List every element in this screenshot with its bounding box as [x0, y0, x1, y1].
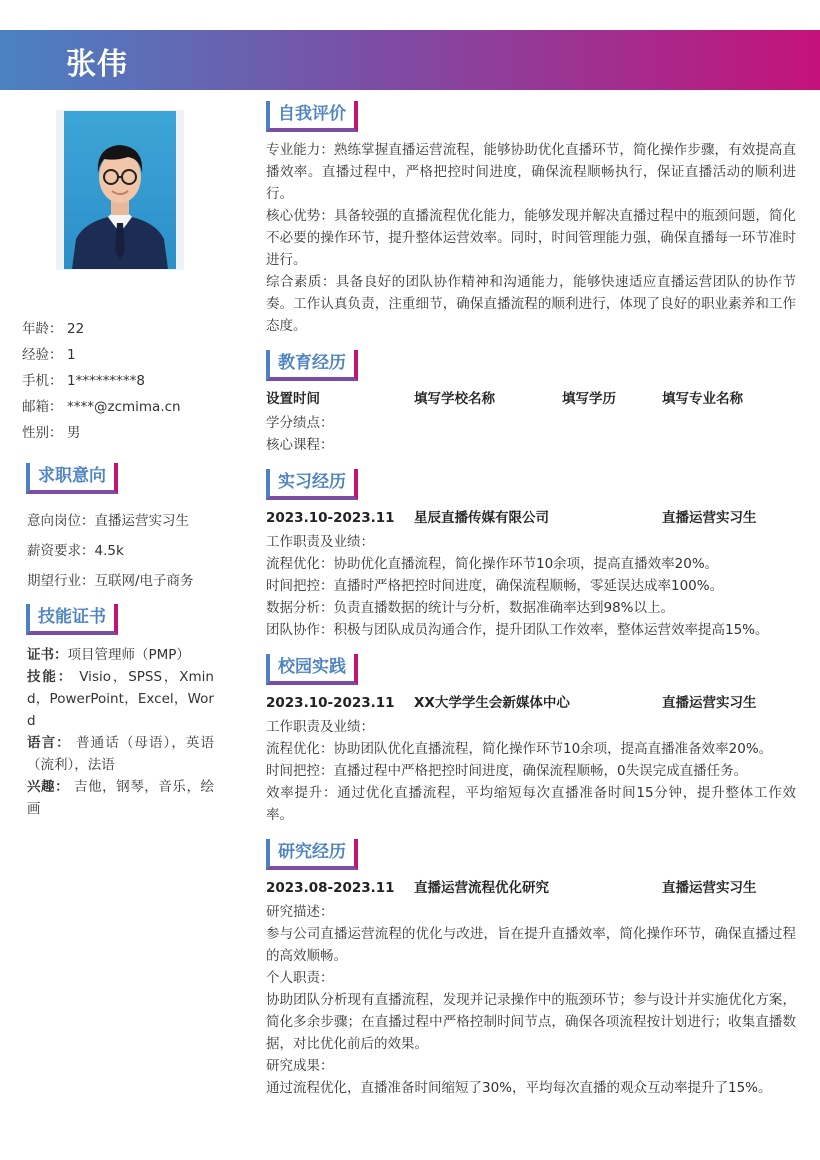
- research-desc: 参与公司直播运营流程的优化与改进，旨在提升直播效率，简化操作环节，确保直播过程的高效顺畅。: [266, 926, 796, 964]
- intent-position-label: 意向岗位：: [27, 513, 95, 529]
- internship-header-row: [266, 507, 796, 529]
- section-title-internship: 实习经历: [266, 469, 358, 500]
- internship-line: 时间把控：直播时严格把控时间进度，确保流程顺畅，零延误达成率100%。: [266, 578, 724, 594]
- skill-tools-label: 技能：: [27, 669, 74, 685]
- self-eval-professional: 专业能力：熟练掌握直播运营流程，能够协助优化直播环节，简化操作步骤，有效提高直播效率。直播过程中，严格把控时间进度，确保流程顺畅执行，保证直播活动的顺利进行。: [266, 142, 796, 202]
- research-result: 通过流程优化，直播准备时间缩短了30%，平均每次直播的观众互动率提升了15%。: [266, 1080, 772, 1096]
- skill-certificate-value: 项目管理师（PMP）: [67, 647, 190, 663]
- education-gpa: 学分绩点：: [266, 415, 334, 431]
- email-row: [22, 394, 181, 420]
- skill-language-value: 普通话（母语），英语（流利），法语: [27, 735, 215, 773]
- research-duty: 协助团队分析现有直播流程，发现并记录操作中的瓶颈环节；参与设计并实施优化方案，简化多余步骤；在直播过程中严格控制时间节点，确保各项流程按计划进行；收集直播数据，对比优化前后的效果。: [266, 992, 796, 1052]
- research-time: 2023.08-2023.11: [266, 880, 395, 896]
- gender-label: 性别：: [22, 425, 63, 441]
- phone-value: 1*********8: [67, 373, 145, 389]
- phone-row: [22, 368, 181, 394]
- campus-line: 工作职责及业绩：: [266, 719, 374, 735]
- intent-position: [27, 509, 189, 529]
- education-time: 设置时间: [266, 391, 320, 407]
- skill-item-certificate: [27, 644, 214, 666]
- gender-value: 男: [67, 425, 81, 441]
- email-label: 邮箱：: [22, 399, 63, 415]
- age-row: [22, 316, 181, 342]
- internship-line: 数据分析：负责直播数据的统计与分析，数据准确率达到98%以上。: [266, 600, 675, 616]
- research-role: 直播运营实习生: [662, 880, 757, 896]
- skill-interest-value: 吉他，钢琴，音乐，绘画: [27, 779, 215, 817]
- intent-salary-value: 4.5k: [94, 543, 124, 559]
- skill-language-label: 语言：: [27, 735, 71, 751]
- internship-time: 2023.10-2023.11: [266, 510, 395, 526]
- intent-industry-label: 期望行业：: [27, 573, 95, 589]
- skills-list: [27, 644, 214, 820]
- research-result-label: 研究成果：: [266, 1058, 334, 1074]
- experience-row: [22, 342, 181, 368]
- campus-header-row: [266, 692, 796, 714]
- section-title-job-intent: 求职意向: [26, 463, 118, 494]
- campus-role: 直播运营实习生: [662, 695, 757, 711]
- section-title-skills: 技能证书: [26, 604, 118, 635]
- section-title-research: 研究经历: [266, 839, 358, 870]
- internship-line: 工作职责及业绩：: [266, 534, 374, 550]
- intent-position-value: 直播运营实习生: [94, 513, 189, 529]
- candidate-name: 张伟: [66, 47, 128, 82]
- campus-line: 流程优化：协助团队优化直播流程，简化操作环节10余项，提高直播准备效率20%。: [266, 741, 773, 757]
- intent-salary-label: 薪资要求：: [27, 543, 95, 559]
- education-degree: 填写学历: [562, 391, 616, 407]
- research-header-row: [266, 877, 796, 899]
- research-desc-label: 研究描述：: [266, 904, 334, 920]
- campus-org: XX大学学生会新媒体中心: [414, 695, 570, 711]
- campus-time: 2023.10-2023.11: [266, 695, 395, 711]
- intent-salary: [27, 539, 124, 559]
- header-banner: [0, 30, 820, 90]
- self-eval-quality: 综合素质：具备良好的团队协作精神和沟通能力，能够快速适应直播运营团队的协作节奏。工作认真负责，注重细节，确保直播流程的顺利进行，体现了良好的职业素养和工作态度。: [266, 274, 796, 334]
- campus-efficiency: 效率提升：通过优化直播流程，平均缩短每次直播准备时间15分钟，提升整体工作效率。: [266, 785, 796, 823]
- education-header-row: [266, 388, 796, 410]
- profile-photo: [56, 110, 184, 270]
- internship-role: 直播运营实习生: [662, 510, 757, 526]
- age-label: 年龄：: [22, 321, 63, 337]
- basic-info: [22, 316, 181, 446]
- section-title-campus: 校园实践: [266, 654, 358, 685]
- experience-label: 经验：: [22, 347, 63, 363]
- skill-interest-label: 兴趣：: [27, 779, 70, 795]
- phone-label: 手机：: [22, 373, 63, 389]
- skill-item-tools: [27, 666, 214, 732]
- internship-line: 流程优化：协助优化直播流程，简化操作环节10余项，提高直播效率20%。: [266, 556, 719, 572]
- skill-tools-value: Visio，SPSS，Xmind，PowerPoint，Excel，Word: [27, 669, 214, 729]
- skill-item-interest: [27, 776, 214, 820]
- research-project: 直播运营流程优化研究: [414, 880, 549, 896]
- self-eval-strength: 核心优势：具备较强的直播流程优化能力，能够发现并解决直播过程中的瓶颈问题，简化不必要的操作环节，提升整体运营效率。同时，时间管理能力强，确保直播每一环节准时进行。: [266, 208, 796, 268]
- email-value: ****@zcmima.cn: [67, 399, 181, 415]
- portrait-image: [64, 111, 176, 269]
- gender-row: [22, 420, 181, 446]
- internship-line: 团队协作：积极与团队成员沟通合作，提升团队工作效率，整体运营效率提高15%。: [266, 622, 769, 638]
- campus-line: 时间把控：直播过程中严格把控时间进度，确保流程顺畅，0失误完成直播任务。: [266, 763, 748, 779]
- intent-industry: [27, 569, 194, 589]
- skill-certificate-label: 证书：: [27, 647, 68, 663]
- internship-org: 星辰直播传媒有限公司: [414, 510, 549, 526]
- education-major: 填写专业名称: [662, 391, 743, 407]
- section-title-education: 教育经历: [266, 350, 358, 381]
- intent-industry-value: 互联网/电子商务: [94, 573, 194, 589]
- experience-value: 1: [67, 347, 76, 363]
- skill-item-language: [27, 732, 214, 776]
- education-school: 填写学校名称: [414, 391, 495, 407]
- age-value: 22: [67, 321, 85, 337]
- section-title-self-eval: 自我评价: [266, 101, 358, 132]
- education-courses: 核心课程：: [266, 437, 334, 453]
- research-duty-label: 个人职责：: [266, 970, 334, 986]
